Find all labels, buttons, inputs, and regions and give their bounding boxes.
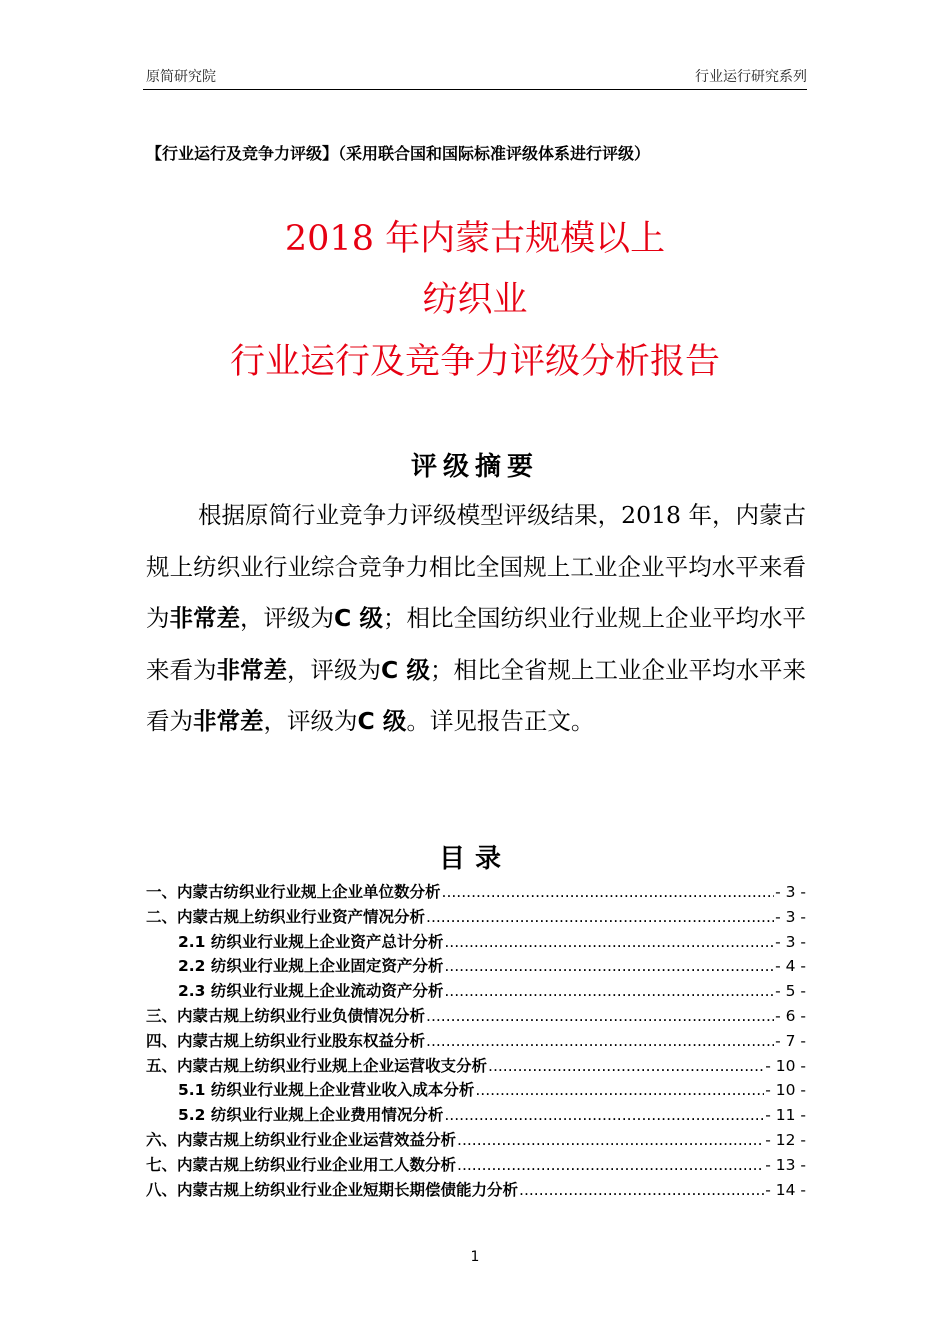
toc-leader-dots <box>457 1131 764 1149</box>
table-of-contents <box>146 880 806 1202</box>
rating-grade: C 级 <box>357 707 407 735</box>
summary-paragraph <box>146 490 806 748</box>
toc-leader-dots <box>444 1106 764 1124</box>
rating-grade: C 级 <box>381 655 430 684</box>
toc-leader-dots <box>444 957 774 975</box>
toc-entry[interactable] <box>146 954 806 979</box>
toc-entry-page: - 13 - <box>765 1155 806 1174</box>
report-title-line-3: 行业运行及竞争力评级分析报告 <box>229 342 720 382</box>
summary-text: ，评级为 <box>240 604 335 632</box>
toc-entry-label: 一、内蒙古纺织业行业规上企业单位数分析 <box>146 883 441 901</box>
toc-entry[interactable] <box>146 1078 806 1103</box>
summary-text: ；相比全省规上工业企业平均水平来看为 <box>146 655 807 735</box>
report-title-line-1: 2018 年内蒙古规模以上 <box>284 219 666 259</box>
summary-text: ，评级为 <box>263 707 358 735</box>
toc-entry[interactable] <box>146 1029 806 1054</box>
toc-entry-label: 三、内蒙古规上纺织业行业负债情况分析 <box>146 1006 426 1025</box>
toc-entry-label: 5.1 纺织业行业规上企业营业收入成本分析 <box>178 1081 475 1100</box>
toc-entry-page: - 4 - <box>775 957 806 976</box>
toc-entry-page: - 10 - <box>765 1081 806 1100</box>
toc-entry[interactable] <box>146 930 806 955</box>
header-publisher: 原简研究院 <box>146 69 216 85</box>
toc-leader-dots <box>426 908 774 926</box>
page-number: 1 <box>470 1249 480 1265</box>
toc-entry[interactable] <box>146 1128 806 1153</box>
toc-entry[interactable] <box>146 1153 806 1178</box>
summary-text: 。详见报告正文。 <box>406 707 595 735</box>
toc-entry-page: - 12 - <box>765 1130 806 1149</box>
toc-leader-dots <box>475 1081 764 1099</box>
toc-entry-page: - 10 - <box>765 1056 806 1075</box>
toc-entry-label: 5.2 纺织业行业规上企业费用情况分析 <box>178 1106 444 1125</box>
toc-entry[interactable] <box>146 1054 806 1079</box>
toc-leader-dots <box>488 1057 764 1075</box>
toc-entry-page: - 5 - <box>775 982 806 1001</box>
rating-grade: C 级 <box>334 604 383 632</box>
summary-text: ；相比全国纺织业行业规上企业平均水平来看为 <box>146 604 807 684</box>
rating-term: 非常差 <box>193 707 264 735</box>
header-series: 行业运行研究系列 <box>695 69 807 85</box>
toc-leader-dots <box>442 883 775 901</box>
toc-entry[interactable] <box>146 905 806 930</box>
toc-heading: 目录 <box>438 844 511 874</box>
report-tagline: 【行业运行及竞争力评级】（采用联合国和国际标准评级体系进行评级） <box>146 144 651 163</box>
toc-entry[interactable] <box>146 979 806 1004</box>
toc-entry-label: 八、内蒙古规上纺织业行业企业短期长期偿债能力分析 <box>146 1180 519 1199</box>
toc-entry-page: - 7 - <box>775 1031 806 1050</box>
toc-entry-page: - 3 - <box>775 932 806 951</box>
toc-entry-page: - 6 - <box>775 1006 806 1025</box>
toc-entry-label: 2.2 纺织业行业规上企业固定资产分析 <box>178 957 444 976</box>
summary-text: 根据原简行业竞争力评级模型评级结果，2018 年，内蒙古规上纺织业行业综合竞争力相比全国规上工业企业平均水平来看为 <box>146 501 806 632</box>
toc-entry-page: - 3 - <box>775 883 806 901</box>
summary-text: ，评级为 <box>287 655 382 684</box>
toc-entry-label: 五、内蒙古规上纺织业行业规上企业运营收支分析 <box>146 1056 488 1075</box>
toc-entry[interactable] <box>146 1178 806 1203</box>
summary-heading: 评级摘要 <box>410 452 539 482</box>
toc-entry[interactable] <box>146 880 806 905</box>
report-title-line-2: 纺织业 <box>422 280 528 320</box>
toc-entry-label: 六、内蒙古规上纺织业行业企业运营效益分析 <box>146 1130 457 1149</box>
toc-entry[interactable] <box>146 1103 806 1128</box>
rating-term: 非常差 <box>216 655 288 684</box>
toc-entry-page: - 11 - <box>765 1106 806 1125</box>
toc-leader-dots <box>519 1181 764 1199</box>
toc-entry-page: - 3 - <box>775 907 806 926</box>
header-divider <box>143 89 807 90</box>
toc-entry[interactable] <box>146 1004 806 1029</box>
rating-term: 非常差 <box>169 604 241 632</box>
toc-leader-dots <box>457 1156 764 1174</box>
toc-entry-label: 2.1 纺织业行业规上企业资产总计分析 <box>178 932 444 951</box>
toc-leader-dots <box>444 933 774 951</box>
toc-entry-label: 二、内蒙古规上纺织业行业资产情况分析 <box>146 907 426 926</box>
toc-entry-page: - 14 - <box>765 1180 806 1199</box>
toc-entry-label: 2.3 纺织业行业规上企业流动资产分析 <box>178 982 444 1001</box>
toc-entry-label: 七、内蒙古规上纺织业行业企业用工人数分析 <box>146 1155 457 1174</box>
toc-leader-dots <box>426 1007 774 1025</box>
toc-leader-dots <box>426 1032 774 1050</box>
toc-entry-label: 四、内蒙古规上纺织业行业股东权益分析 <box>146 1031 426 1050</box>
toc-leader-dots <box>444 982 774 1000</box>
